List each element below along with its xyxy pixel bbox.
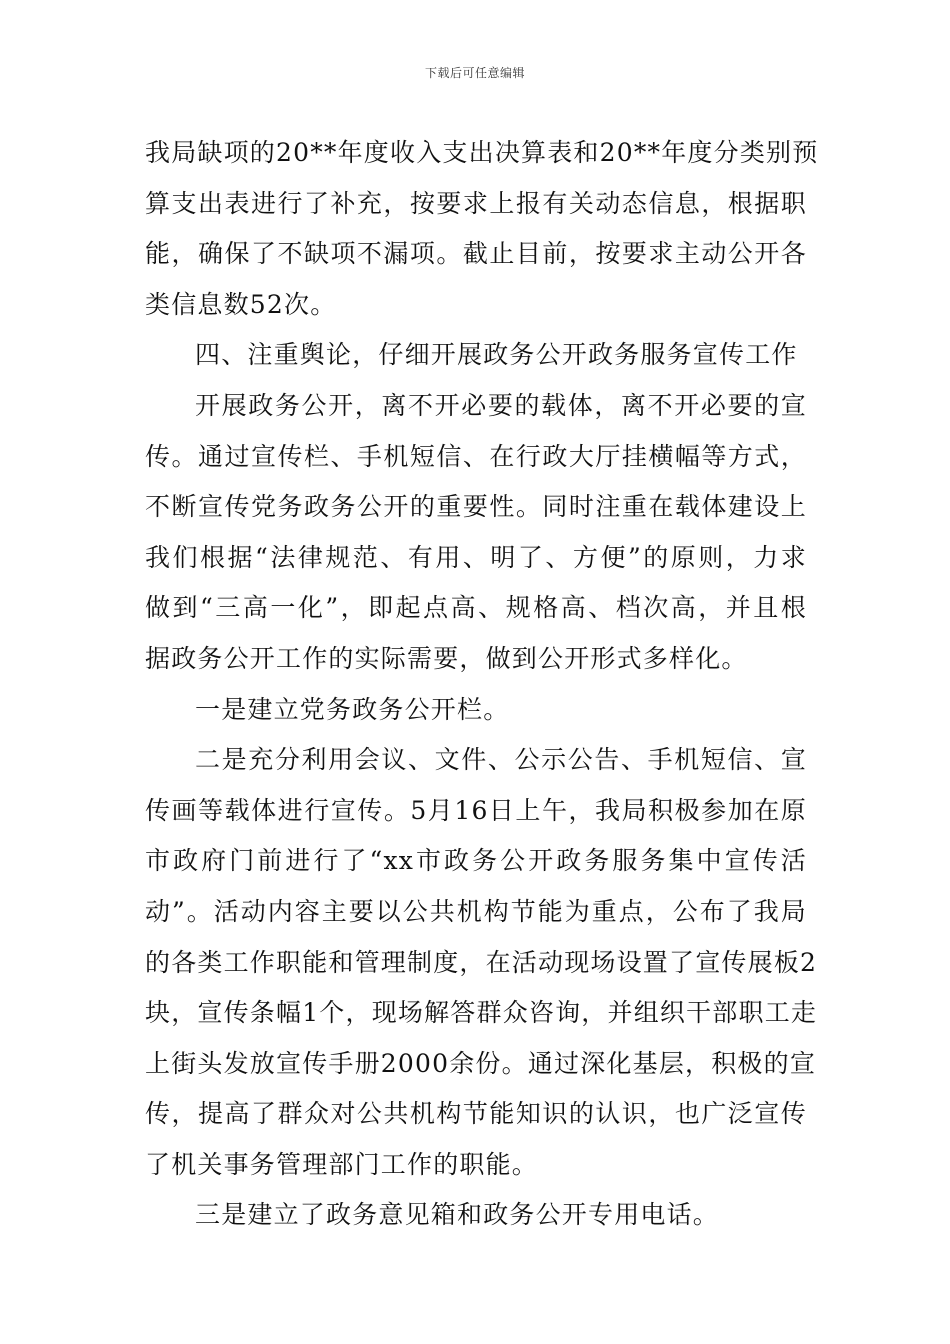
text-line: 上街头发放宣传手册2000余份。通过深化基层，积极的宣 — [145, 1048, 817, 1078]
text-line: 传，提高了群众对公共机构节能知识的认识，也广泛宣传 — [145, 1099, 807, 1129]
document-body — [145, 128, 819, 1241]
text-line: 了机关事务管理部门工作的职能。 — [145, 1149, 539, 1179]
text-line: 类信息数52次。 — [145, 289, 337, 319]
text-line: 市政府门前进行了“xx市政务公开政务服务集中宣传活 — [145, 846, 807, 876]
text-line: 二是充分利用会议、文件、公示公告、手机短信、宣 — [195, 745, 807, 775]
text-line: 做到“三高一化”，即起点高、规格高、档次高，并且根 — [145, 593, 807, 623]
text-line: 能，确保了不缺项不漏项。截止目前，按要求主动公开各 — [145, 239, 807, 269]
text-line: 不断宣传党务政务公开的重要性。同时注重在载体建设上 — [145, 492, 807, 522]
text-line: 据政务公开工作的实际需要，做到公开形式多样化。 — [145, 643, 748, 673]
text-line: 的各类工作职能和管理制度，在活动现场设置了宣传展板2 — [145, 947, 818, 977]
text-line: 我局缺项的20**年度收入支出决算表和20**年度分类别预 — [145, 138, 819, 167]
text-line: 开展政务公开，离不开必要的载体，离不开必要的宣 — [195, 390, 807, 420]
text-line: 传画等载体进行宣传。5月16日上午，我局积极参加在原 — [145, 795, 807, 825]
section-heading: 四、注重舆论，仔细开展政务公开政务服务宣传工作 — [195, 340, 798, 370]
page-header: 下载后可任意编辑 — [424, 66, 525, 80]
text-line: 算支出表进行了补充，按要求上报有关动态信息，根据职 — [145, 188, 807, 218]
text-line: 传。通过宣传栏、手机短信、在行政大厅挂横幅等方式， — [145, 441, 807, 471]
text-line: 动”。活动内容主要以公共机构节能为重点，公布了我局 — [145, 896, 807, 926]
text-line: 一是建立党务政务公开栏。 — [195, 694, 510, 724]
text-line: 三是建立了政务意见箱和政务公开专用电话。 — [195, 1200, 720, 1230]
text-line: 块，宣传条幅1个，现场解答群众咨询，并组织干部职工走 — [145, 998, 818, 1028]
text-line: 我们根据“法律规范、有用、明了、方便”的原则，力求 — [145, 542, 807, 572]
